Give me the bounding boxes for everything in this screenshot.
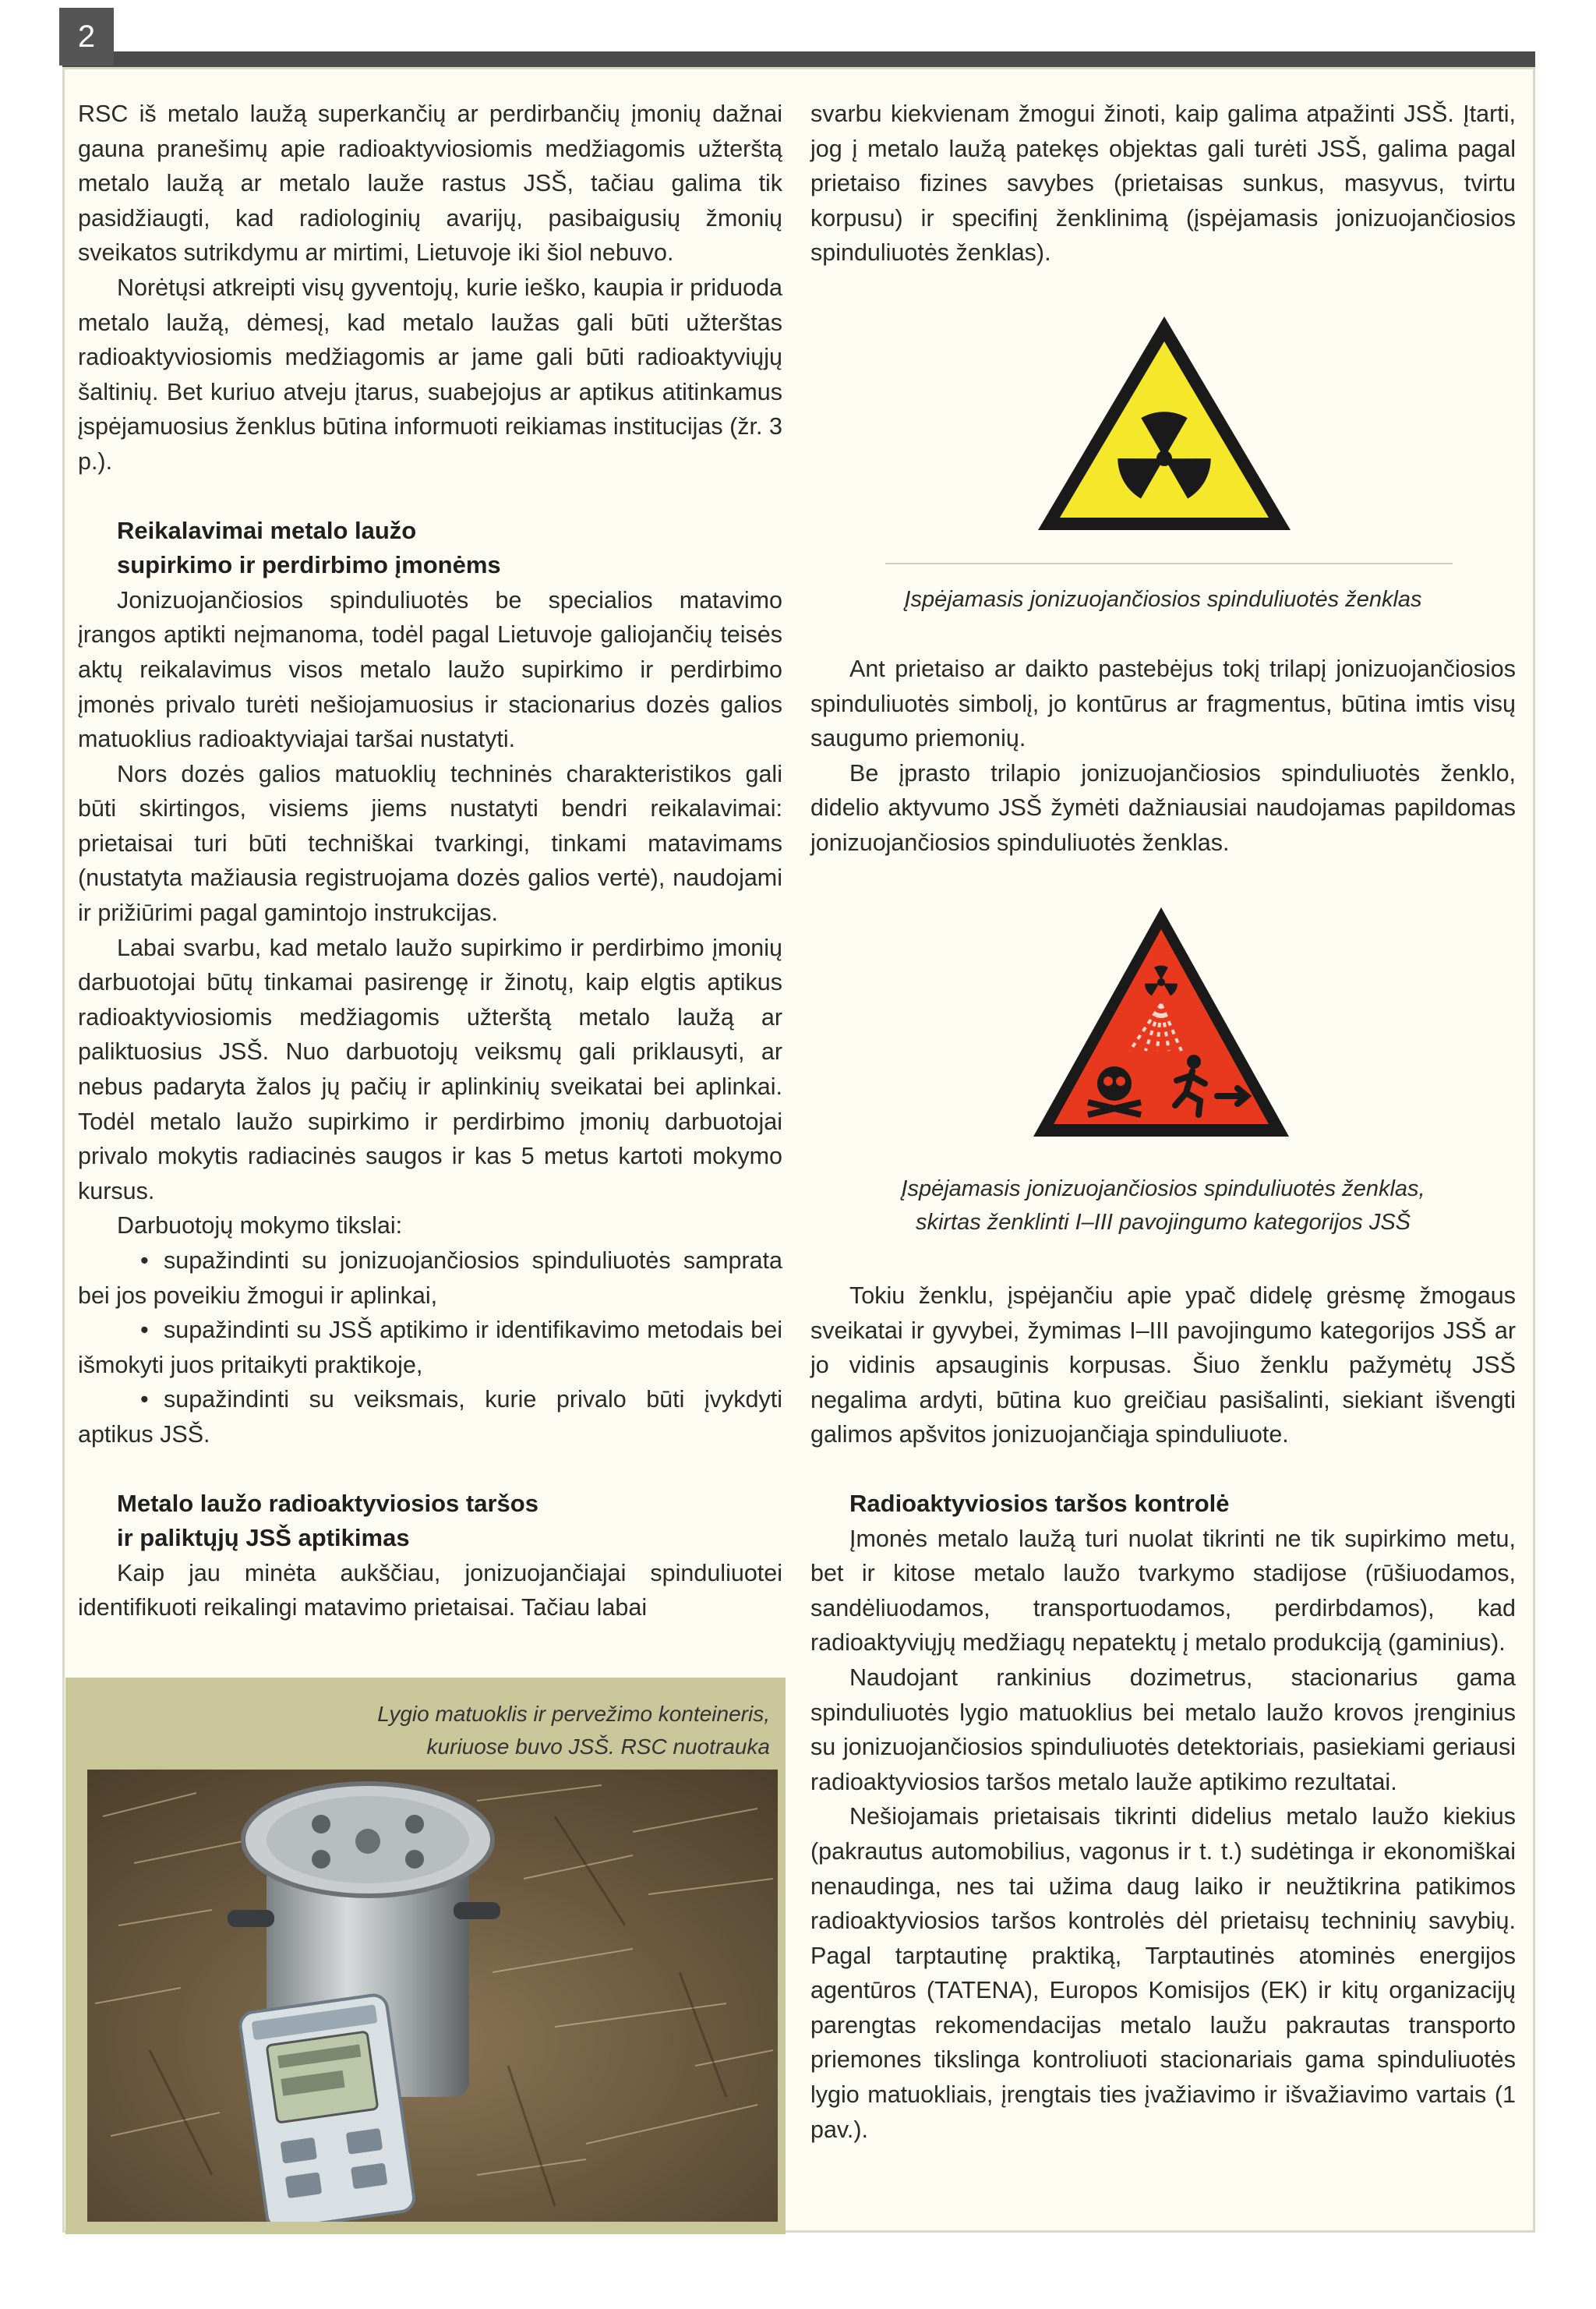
paragraph: Nors dozės galios matuoklių techninės charakteristikos gali būti skirtingos, visiems jiems nustatyti bendri reikalavimai: prietaisai turi būti techniškai tvarkingi, tinkami matavimams (nustatyta mažiausia registruojama dozės galios vertė), naudojami ir prižiūrimi pagal gamintojo instrukcijas. bbox=[78, 760, 782, 927]
sign-caption bbox=[810, 1172, 1516, 1239]
sign-caption: Įspėjamasis jonizuojančiosios spinduliuotės ženklas bbox=[904, 587, 1422, 612]
paragraph: Darbuotojų mokymo tikslai: bbox=[117, 1212, 403, 1239]
list-item bbox=[78, 1313, 782, 1382]
list-item-text: supažindinti su JSŠ aptikimo ir identifikavimo metodais bei išmokyti juos pritaikyti praktikoje, bbox=[78, 1317, 782, 1378]
page-number: 2 bbox=[59, 8, 114, 65]
right-column-block bbox=[810, 652, 1516, 861]
spacer bbox=[810, 1452, 1516, 1487]
heading-line: supirkimo ir perdirbimo įmonėms bbox=[117, 551, 501, 579]
caption-line: Lygio matuoklis ir pervežimo konteineris, bbox=[377, 1702, 770, 1726]
caption-line: Įspėjamasis jonizuojančiosios spinduliuotės ženklas, bbox=[901, 1176, 1425, 1201]
paragraph: Labai svarbu, kad metalo laužo supirkimo ir perdirbimo įmonių darbuotojai būtų tinkamai pasirengę ir žinotų, kaip elgtis aptikus radioaktyviosiomis medžiagomis užterštą metalo laužą ar paliktuosius JSŠ. Nuo darbuotojų veiksmų gali priklausyti, ar nebus padaryta žalos jų pačių ir aplinkinių sveikatai bei aplinkai. Todėl metalo laužo supirkimo ir perdirbimo įmonių darbuotojai privalo mokytis radiacinės saugos ir kas 5 metus kartoti mokymo kursus. bbox=[78, 934, 782, 1204]
paragraph: Norėtųsi atkreipti visų gyventojų, kurie ieško, kaupia ir priduoda metalo laužą, dėmesį, kad metalo laužas gali būti užterštas radioaktyviosiomis medžiagomis ar jame gali būti radioaktyviųjų šaltinių. Bet kuriuo atveju įtarus, suabejojus ar aptikus atitinkamus įspėjamuosius ženklus būtina informuoti reikiamas institucijas (žr. 3 p.). bbox=[78, 274, 782, 475]
paragraph: Kaip jau minėta aukščiau, jonizuojančiajai spinduliuotei identifikuoti reikalingi matavimo prietaisai. Tačiau labai bbox=[78, 1559, 782, 1621]
radiation-trefoil-sign-icon bbox=[1032, 310, 1297, 536]
paragraph: Įmonės metalo laužą turi nuolat tikrinti ne tik supirkimo metu, bet ir kitose metalo laužo tvarkymo stadijose (rūšiuodamos, sandėliuodamos, transportuodamos, perdirbdamos), kad radioaktyviųjų medžiagų nepatektų į metalo produkciją (gaminius). bbox=[810, 1525, 1516, 1657]
spacer bbox=[78, 479, 782, 514]
list-item bbox=[78, 1382, 782, 1452]
paragraph: RSC iš metalo laužą superkančių ar perdirbančių įmonių dažnai gauna pranešimų apie radioaktyviosiomis medžiagomis užterštą metalo laužą ar metalo lauže rastus JSŠ, tačiau galima tik pasidžiaugti, kad radiologinių avarijų, pasibaigusių žmonių sveikatos sutrikdymu ar mirtimi, Lietuvoje iki šiol nebuvo. bbox=[78, 101, 782, 267]
spacer bbox=[78, 1452, 782, 1487]
list-item bbox=[78, 1243, 782, 1313]
bullet-icon: • bbox=[140, 1247, 149, 1274]
bullet-list bbox=[78, 1243, 782, 1452]
list-item-text: supažindinti su veiksmais, kurie privalo būti įvykdyti aptikus JSŠ. bbox=[78, 1386, 782, 1448]
left-column bbox=[78, 97, 782, 1625]
header-bar bbox=[62, 51, 1535, 67]
bullet-icon: • bbox=[140, 1317, 149, 1344]
photo-meter-and-container bbox=[87, 1770, 778, 2222]
divider bbox=[885, 563, 1453, 564]
photo-caption bbox=[281, 1698, 770, 1763]
section-heading bbox=[78, 1487, 782, 1556]
heading-line: Reikalavimai metalo laužo bbox=[117, 516, 417, 544]
paragraph: Jonizuojančiosios spinduliuotės be specialios matavimo įrangos aptikti neįmanoma, todėl pagal Lietuvoje galiojančių teisės aktų reikalavimus visos metalo laužo supirkimo ir perdirbimo įmonės privalo turėti nešiojamuosius ir stacionarius dozės galios matuoklius radioaktyviajai taršai nustatyti. bbox=[78, 586, 782, 753]
right-column-block bbox=[810, 1278, 1516, 2147]
paragraph: svarbu kiekvienam žmogui žinoti, kaip galima atpažinti JSŠ. Įtarti, jog į metalo laužą patekęs objektas gali turėti JSŠ, galima pagal prietaiso fizines savybes (prietaisas sunkus, masyvus, tvirtu korpusu) ir specifinį ženklinimą (įspėjamasis jonizuojančiosios spinduliuotės ženklas). bbox=[810, 101, 1516, 267]
heading-line: Metalo laužo radioaktyviosios taršos bbox=[117, 1489, 538, 1517]
right-column bbox=[810, 97, 1516, 271]
caption-line: skirtas ženklinti I–III pavojingumo kategorijos JSŠ bbox=[915, 1210, 1411, 1235]
photo-illustration bbox=[87, 1770, 778, 2222]
paragraph: Be įprasto trilapio jonizuojančiosios spinduliuotės ženklo, didelio aktyvumo JSŠ žymėti dažniausiai naudojamas papildomas jonizuojančiosios spinduliuotės ženklas. bbox=[810, 759, 1516, 856]
list-item-text: supažindinti su jonizuojančiosios spinduliuotės samprata bei jos poveikiu žmogui ir aplinkai, bbox=[78, 1247, 782, 1309]
paragraph: Tokiu ženklu, įspėjančiu apie ypač didelę grėsmę žmogaus sveikatai ir gyvybei, žymimas I–III pavojingumo kategorijos JSŠ ar jo vidinis apsauginis korpusas. Šiuo ženklu pažymėtų JSŠ negalima ardyti, būtina kuo greičiau pasišalinti, siekiant išvengti galimos apšvitos jonizuojančiąja spinduliuote. bbox=[810, 1282, 1516, 1448]
radiation-danger-sign-icon bbox=[1029, 903, 1294, 1141]
section-heading bbox=[78, 514, 782, 583]
paragraph: Nešiojamais prietaisais tikrinti didelius metalo laužo kiekius (pakrautus automobilius, vagonus ir t. t.) sudėtinga ir ekonomiškai nenaudinga, nes tai užima daug laiko ir neužtikrina patikimos radioaktyviosios taršos kontrolės dėl prietaisų techninių savybių. Pagal tarptautinę praktiką, Tarptautinės atominės energijos agentūros (TATENA), Europos Komisijos (EK) ir kitų organizacijų parengtas rekomendacijas metalo laužu pakrautas transporto priemones tikslinga kontroliuoti stacionariais gama spinduliuotės lygio matuokliais, įrengtais ties įvažiavimo ir išvažiavimo vartais (1 pav.). bbox=[810, 1803, 1516, 2143]
heading-line: ir paliktųjų JSŠ aptikimas bbox=[117, 1524, 410, 1552]
section-heading: Radioaktyviosios taršos kontrolė bbox=[849, 1489, 1230, 1517]
bullet-icon: • bbox=[140, 1386, 149, 1413]
paragraph: Ant prietaiso ar daikto pastebėjus tokį trilapį jonizuojančiosios spinduliuotės simbolį, jo kontūrus ar fragmentus, būtina imtis visų saugumo priemonių. bbox=[810, 656, 1516, 752]
paragraph: Naudojant rankinius dozimetrus, stacionarius gama spinduliuotės lygio matuoklius bei metalo laužo krovos įrenginius su jonizuojančiosios spinduliuotės detektoriais, pasiekiami geriausi radioaktyviosios taršos metalo lauže aptikimo rezultatai. bbox=[810, 1664, 1516, 1795]
caption-line: kuriuose buvo JSŠ. RSC nuotrauka bbox=[426, 1734, 770, 1759]
